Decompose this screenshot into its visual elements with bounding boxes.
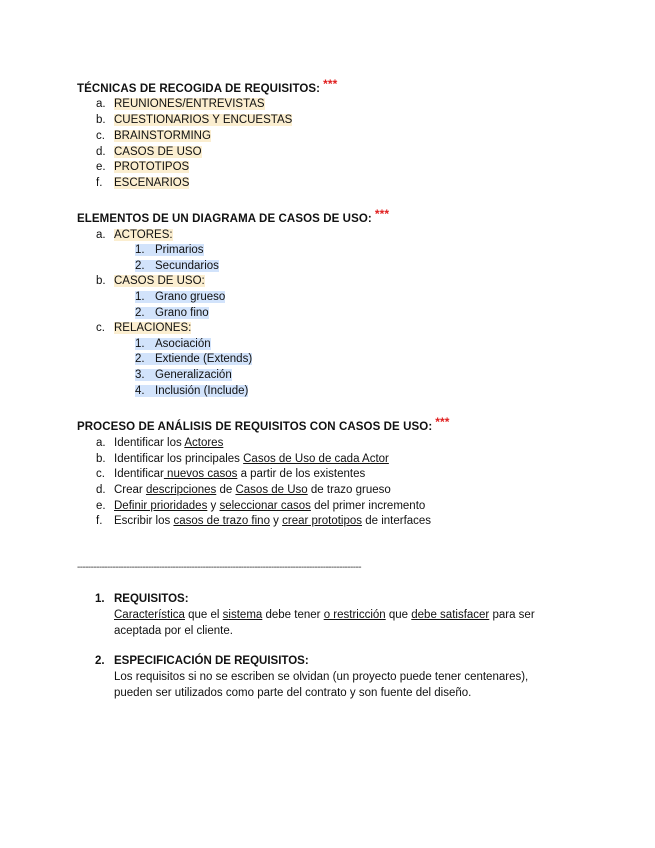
important-stars: *** bbox=[323, 77, 338, 91]
list-item: f. ESCENARIOS bbox=[96, 177, 190, 189]
important-stars: *** bbox=[374, 207, 390, 221]
definition-text-especificacion: Los requisitos si no se escriben se olvidan (un proyecto puede tener centenares), pueden ser utilizados como parte del contrato y son fuente del diseño. bbox=[114, 671, 529, 699]
definition-title-requisitos: 1. REQUISITOS: bbox=[95, 593, 189, 605]
list-item: f. Escribir los casos de trazo fino y crear prototipos de interfaces bbox=[96, 515, 432, 527]
sublist-item: 4. Inclusión (Include) bbox=[135, 385, 249, 397]
list-item-actores: a. ACTORES: bbox=[96, 229, 173, 241]
list-item: a. REUNIONES/ENTREVISTAS bbox=[96, 98, 265, 110]
sublist-item: 3. Generalización bbox=[135, 369, 232, 381]
sublist-item: 1. Asociación bbox=[135, 338, 211, 350]
list-item: b. Identificar los principales Casos de Uso de cada Actor bbox=[96, 453, 389, 465]
list-item: e. PROTOTIPOS bbox=[96, 161, 190, 173]
definition-text-requisitos: Característica que el sistema debe tener o restricción que debe satisfacer para ser aceptada por el cliente. bbox=[114, 609, 535, 637]
list-item: d. CASOS DE USO bbox=[96, 146, 202, 158]
list-item: e. Definir prioridades y seleccionar casos del primer incremento bbox=[96, 500, 426, 512]
section-title-elementos: ELEMENTOS DE UN DIAGRAMA DE CASOS DE USO: *** bbox=[77, 207, 390, 225]
separator-line: -------------------------------------------------------------------------------------------------------- bbox=[77, 562, 361, 573]
section-title-tecnicas: TÉCNICAS DE RECOGIDA DE REQUISITOS: *** bbox=[77, 77, 338, 95]
list-item-relaciones: c. RELACIONES: bbox=[96, 322, 192, 334]
sublist-item: 2. Grano fino bbox=[135, 307, 209, 319]
section-title-proceso: PROCESO DE ANÁLISIS DE REQUISITOS CON CASOS DE USO: *** bbox=[77, 415, 450, 433]
list-item: b. CUESTIONARIOS Y ENCUESTAS bbox=[96, 114, 293, 126]
sublist-item: 1. Grano grueso bbox=[135, 291, 226, 303]
list-item: a. Identificar los Actores bbox=[96, 437, 224, 449]
important-stars: *** bbox=[435, 415, 450, 429]
definition-title-especificacion: 2. ESPECIFICACIÓN DE REQUISITOS: bbox=[95, 655, 309, 667]
list-item: c. Identificar nuevos casos a partir de los existentes bbox=[96, 468, 366, 480]
sublist-item: 2. Secundarios bbox=[135, 260, 219, 272]
sublist-item: 2. Extiende (Extends) bbox=[135, 353, 253, 365]
list-item-casos: b. CASOS DE USO: bbox=[96, 275, 205, 287]
list-item: c. BRAINSTORMING bbox=[96, 130, 211, 142]
sublist-item: 1. Primarios bbox=[135, 244, 204, 256]
list-item: d. Crear descripciones de Casos de Uso de trazo grueso bbox=[96, 484, 391, 496]
